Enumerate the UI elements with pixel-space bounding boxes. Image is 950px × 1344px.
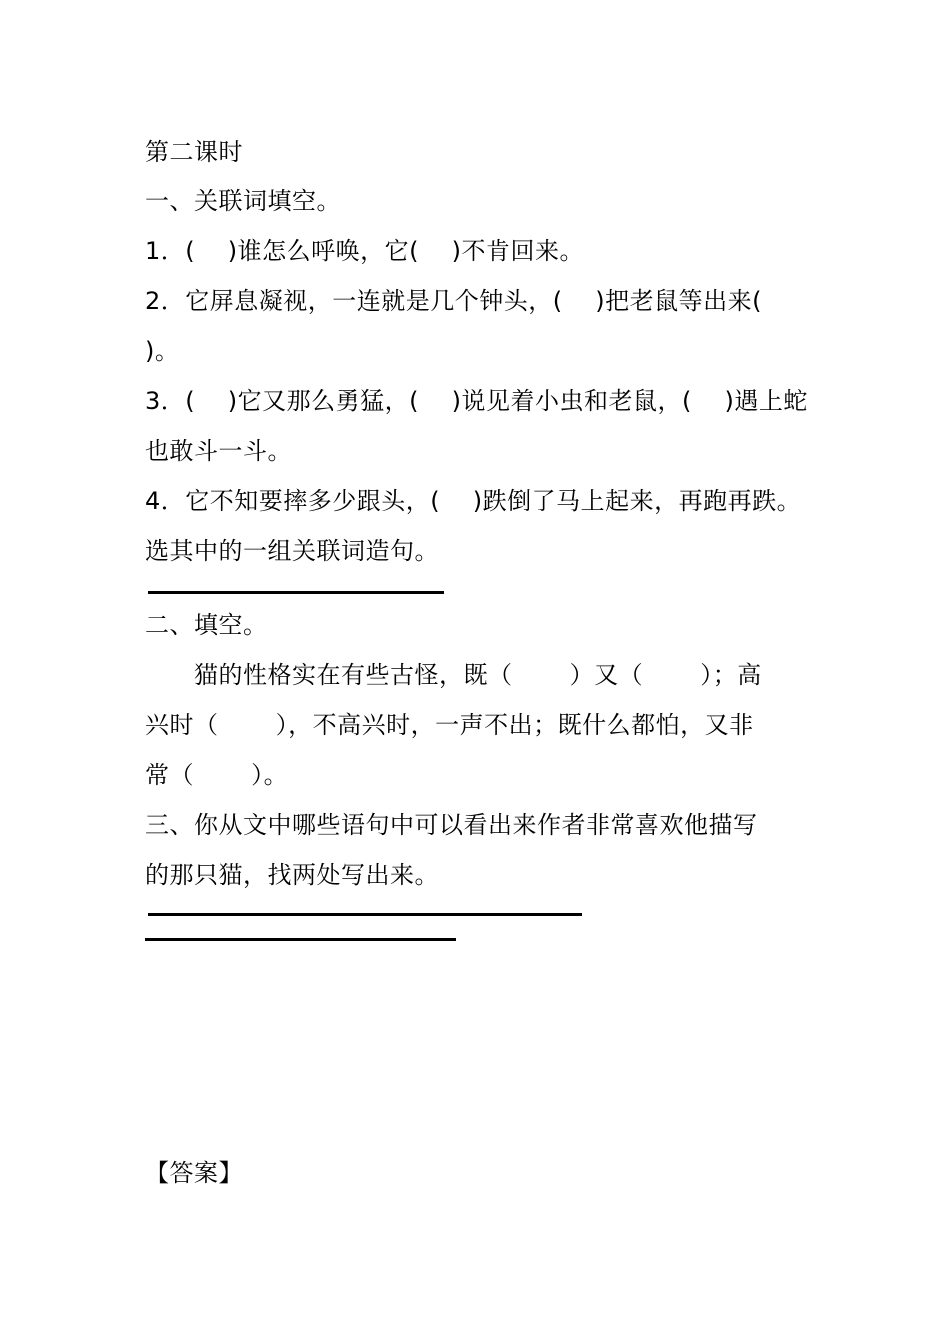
lesson-title: 第二课时 — [145, 138, 243, 166]
section1-heading: 一、关联词填空。 — [145, 187, 341, 215]
answer-underline-1 — [148, 591, 444, 594]
section2-line3: 常（ ）。 — [145, 761, 289, 789]
answer-underline-2 — [148, 913, 582, 916]
section2-line1: 猫的性格实在有些古怪，既（ ）又（ ）；高 — [145, 661, 762, 689]
section2-line2: 兴时（ ），不高兴时，一声不出；既什么都怕，又非 — [145, 711, 754, 739]
question-4: 4．它不知要摔多少跟头，( )跌倒了马上起来，再跑再跌。 — [145, 487, 802, 515]
section3-line2: 的那只猫，找两处写出来。 — [145, 861, 439, 889]
answer-heading: 【答案】 — [145, 1159, 243, 1187]
question-2-line1: 2．它屏息凝视，一连就是几个钟头，( )把老鼠等出来( — [145, 287, 762, 315]
section2-heading: 二、填空。 — [145, 611, 268, 639]
question-2-line2: )。 — [145, 337, 180, 365]
question-3-line1: 3．( )它又那么勇猛，( )说见着小虫和老鼠，( )遇上蛇 — [145, 387, 808, 415]
question-1: 1．( )谁怎么呼唤，它( )不肯回来。 — [145, 237, 584, 265]
answer-underline-3 — [145, 938, 456, 941]
section3-line1: 三、你从文中哪些语句中可以看出来作者非常喜欢他描写 — [145, 811, 758, 839]
question-3-line2: 也敢斗一斗。 — [145, 437, 292, 465]
sentence-instruction: 选其中的一组关联词造句。 — [145, 537, 439, 565]
